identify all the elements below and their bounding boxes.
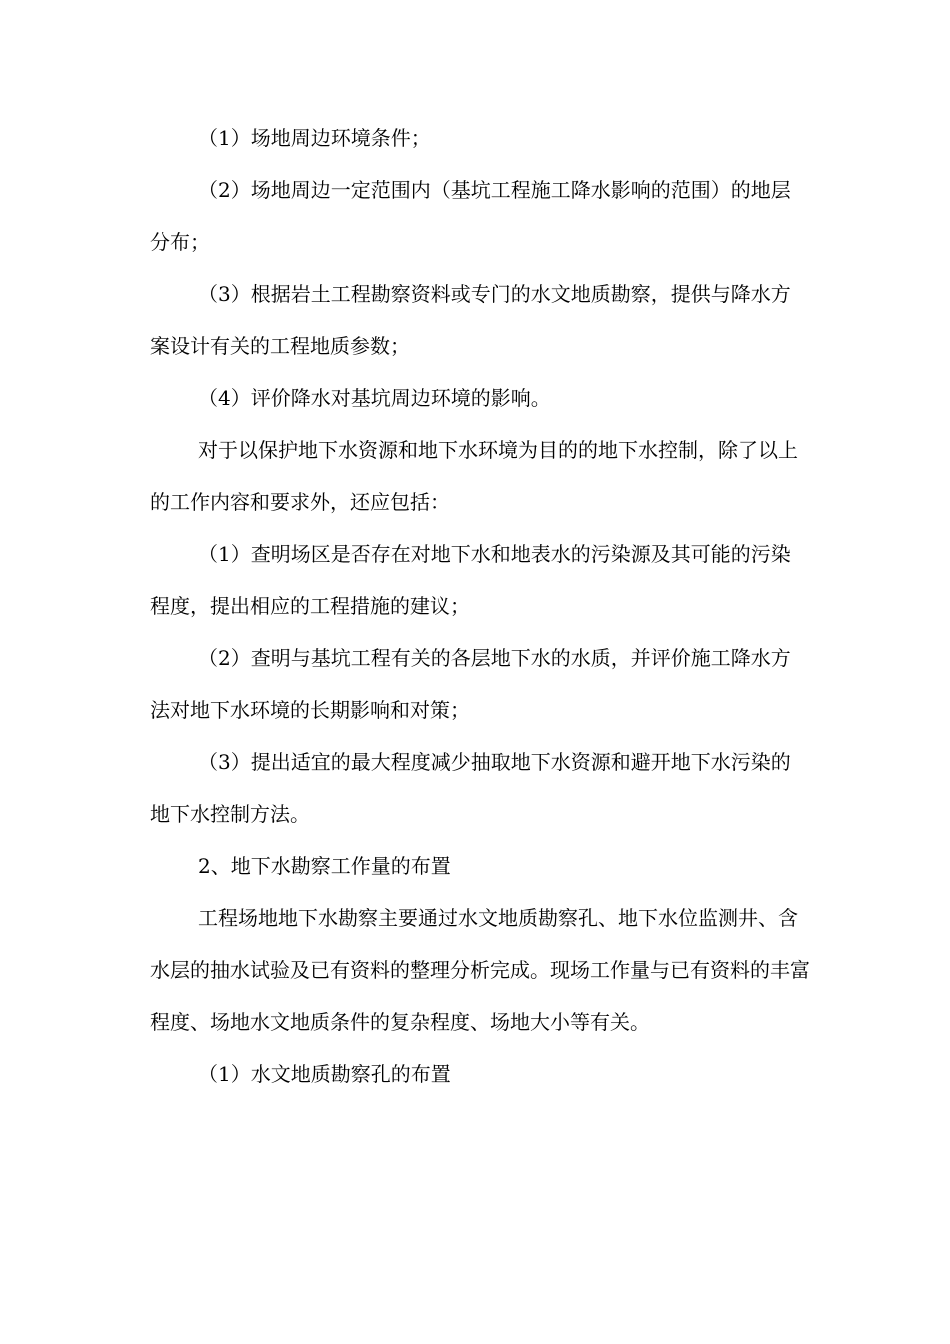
paragraph-site-environment: （1）场地周边环境条件； <box>198 126 431 150</box>
subheading-boreholes: （1）水文地质勘察孔的布置 <box>198 1062 451 1086</box>
document-page <box>150 112 810 1100</box>
paragraph-control-methods: （3）提出适宜的最大程度减少抽取地下水资源和避开地下水污染的地下水控制方法。 <box>150 750 791 826</box>
section-heading-workload: 2、地下水勘察工作量的布置 <box>198 854 451 878</box>
paragraph-dewatering-impact: （4）评价降水对基坑周边环境的影响。 <box>198 386 551 410</box>
paragraph-geological-parameters: （3）根据岩土工程勘察资料或专门的水文地质勘察，提供与降水方案设计有关的工程地质参数； <box>150 282 791 358</box>
paragraph-groundwater-control-intro: 对于以保护地下水资源和地下水环境为目的的地下水控制，除了以上的工作内容和要求外，还应包括： <box>150 438 798 514</box>
paragraph-pollution-sources: （1）查明场区是否存在对地下水和地表水的污染源及其可能的污染程度，提出相应的工程措施的建议； <box>150 542 791 618</box>
paragraph-survey-methods: 工程场地地下水勘察主要通过水文地质勘察孔、地下水位监测井、含水层的抽水试验及已有资料的整理分析完成。现场工作量与已有资料的丰富程度、场地水文地质条件的复杂程度、场地大小等有关。 <box>150 906 810 1034</box>
paragraph-strata-distribution: （2）场地周边一定范围内（基坑工程施工降水影响的范围）的地层分布； <box>150 178 791 254</box>
paragraph-water-quality: （2）查明与基坑工程有关的各层地下水的水质，并评价施工降水方法对地下水环境的长期影响和对策； <box>150 646 791 722</box>
